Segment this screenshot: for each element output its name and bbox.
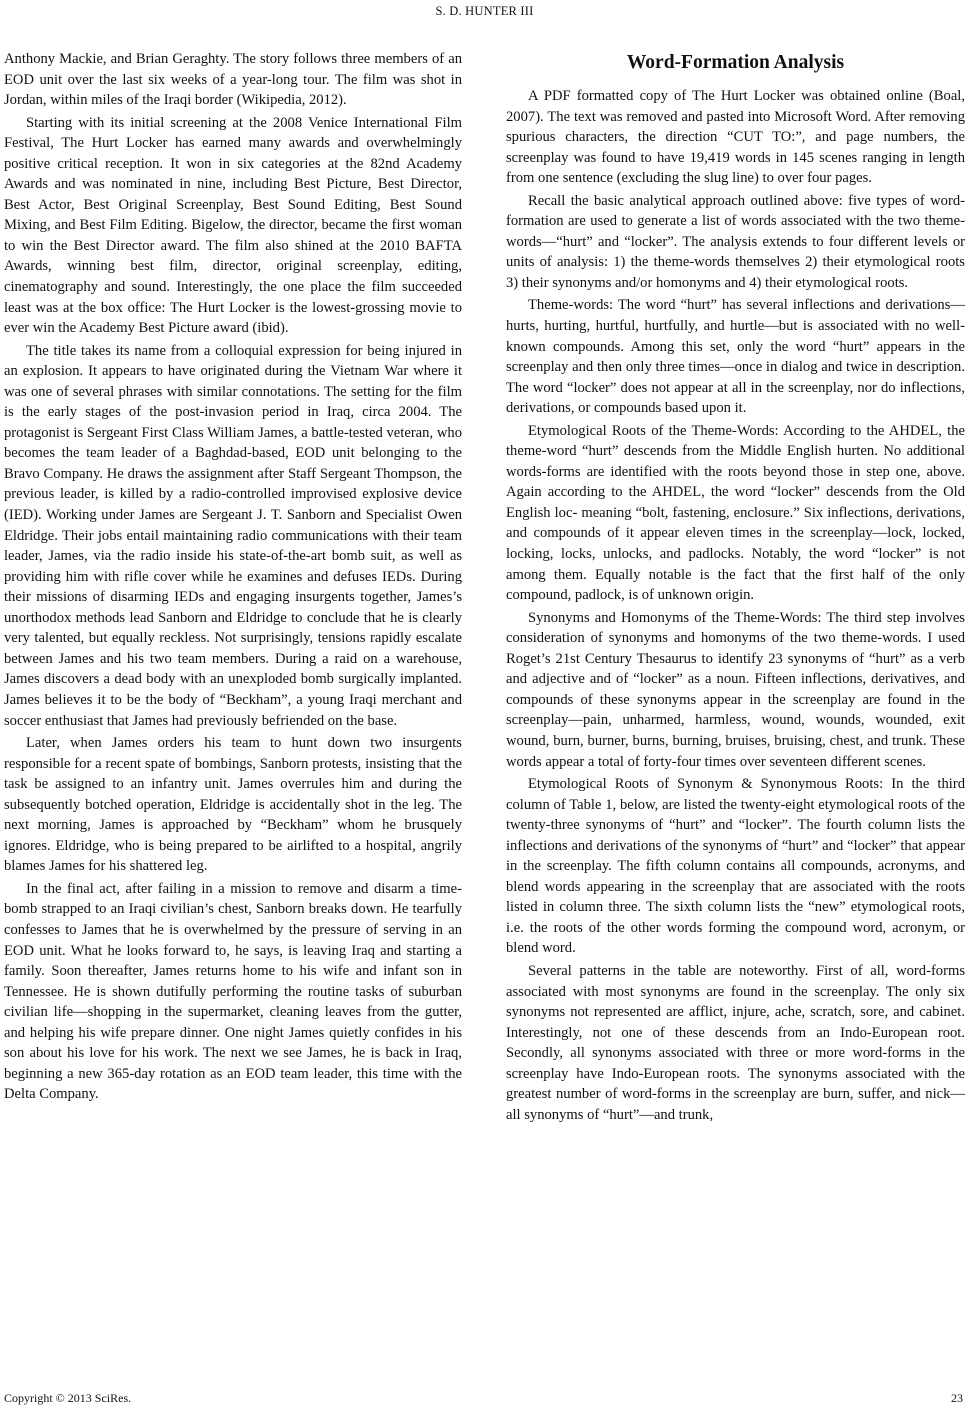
right-paragraph-1: A PDF formatted copy of The Hurt Locker was obtained online (Boal, 2007). The text was removed and pasted into Microsoft Word. After removing spurious characters, the direction “CUT TO:”, and page numbers, the screenplay was found to have 19,419 words in 145 scenes ranging in length from one sentence (excluding the slug line) to over four pages. [506, 88, 965, 187]
left-paragraph-2: Starting with its initial screening at the 2008 Venice International Film Festival, The Hurt Locker has earned many awards and overwhelmingly positive critical reception. It won in six categories at the 82nd Academy Awards and was nominated in nine, including Best Picture, Best Director, Best Actor, Best Original Screenplay, Best Sound Editing, Best Sound Mixing, and Best Film Editing. Bigelow, the director, became the first woman to win the Best Director award. The film also shined at the 2010 BAFTA Awards, winning best film, director, original screenplay, editing, cinematography and sound. Interestingly, the one place the film succeeded least was at the box office: The Hurt Locker is the lowest-grossing movie to ever win the Academy Best Picture award (ibid). [4, 114, 462, 337]
right-paragraph-7: Several patterns in the table are noteworthy. First of all, word-forms associated with most synonyms are found in the screenplay. The only six synonyms not represented are afflict, injure, ache, scratch, sore, and cabinet. Interestingly, not one of these descends from an Indo-European root. Secondly, all synonyms associated with three or more word-forms in the screenplay have Indo-European roots. The synonyms associated with the greatest number of word-forms in the screenplay are burn, suffer, and nick—all synonyms of “hurt”—and trunk, [506, 962, 965, 1123]
right-paragraph-5: Synonyms and Homonyms of the Theme-Words: The third step involves consideration of synonyms and homonyms of the two theme-words. I used Roget’s 21st Century Thesaurus to identify 23 synonyms of “hurt” as a verb and adjective and of “locker” as a noun. Fifteen inflections, derivatives, and compounds of these synonyms appear in the screenplay are found in the screenplay—pain, unharmed, harmless, wound, wounds, wounded, exit wound, burn, burner, burns, burning, bruises, bruising, chest, and trunk. These words appear a total of forty-four times over seventeen different scenes. [506, 609, 965, 770]
left-paragraph-3: The title takes its name from a colloquial expression for being injured in an explosion. It appears to have originated during the Vietnam War where it was one of several phrases with similar connotations. The setting for the film is the early stages of the post-invasion period in Iraq, circa 2004. The protagonist is Sergeant First Class William James, a battle-tested veteran, who becomes the team leader of a Baghdad-based, EOD unit belonging to the Bravo Company. He draws the assignment after Staff Sergeant Thompson, the previous leader, is killed by a radio-controlled improvised explosive device (IED). Working under James are Sergeant J. T. Sanborn and Specialist Owen Eldridge. Their jobs entail maintaining radio communications with their team leader, James, via the radio inside his state-of-the-art bomb suit, as well as providing him with rifle cover while he examines and defuses IEDs. During their missions of disarming IEDs and engaging insurgents together, James’s unorthodox methods lead Sanborn and Eldridge to conclude that he is clearly very talented, but equally reckless. Not surprisingly, tensions rapidly escalate between James and his two team members. During a raid on a warehouse, James discovers a dead body with an unexploded bomb surgically implanted. James believes it to be the body of “Beckham”, a young Iraqi merchant and soccer enthusiast that James had previously befriended on the base. [4, 342, 462, 729]
section-title: Word-Formation Analysis [626, 52, 845, 73]
left-paragraph-1: Anthony Mackie, and Brian Geraghty. The story follows three members of an EOD unit over the last six weeks of a year-long tour. The film was shot in Jordan, within miles of the Iraqi border (Wikipedia, 2012). [4, 51, 462, 109]
left-paragraph-4: Later, when James orders his team to hunt down two insurgents responsible for a recent spate of bombings, Sanborn protests, insisting that the task be assigned to an infantry unit. James overrules him and during the subsequently botched operation, Eldridge is accidentally shot in the leg. The next morning, James is approached by “Beckham” whom he brusquely ignores. Eldridge, who is being prepared to be airlifted to a hospital, angrily blames James for his shattered leg. [4, 735, 462, 875]
copyright-footer: Copyright © 2013 SciRes. [4, 1391, 132, 1405]
left-paragraph-5: In the final act, after failing in a mission to remove and disarm a time-bomb strapped to an Iraqi civilian’s chest, Sanborn breaks down. He tearfully confesses to James that he is overwhelmed by the pressure of serving in an EOD unit. What he looks forward to, he says, is leaving Iraq and starting a family. Soon thereafter, James returns home to his wife and infant son in Tennessee. He is shown dutifully performing the routine tasks of suburban civilian life—shopping in the supermarket, cleaning leaves from the gutter, and helping his wife prepare dinner. One night James quietly confides in his son about his love for his work. The next we see James, he is back in Iraq, beginning a new 365-day rotation as an EOD team leader, this time with the Delta Company. [4, 880, 462, 1103]
right-paragraph-4: Etymological Roots of the Theme-Words: According to the AHDEL, the theme-word “hurt” descends from the Middle English hurten. No additional words-forms are identified with the roots beyond those in step one, above. Again according to the AHDEL, the word “locker” descends from the Old English loc- meaning “bolt, fastening, enclosure.” Six inflections, derivations, and compounds of it appear eleven times in the screenplay—lock, locked, locking, locks, unlocks, and padlocks. Notably, the word “locker” is not among them. Equally notable is the fact that the first half of the only compound, padlock, is of unknown origin. [506, 422, 965, 604]
right-paragraph-3: Theme-words: The word “hurt” has several inflections and derivations—hurts, hurting, hurtful, hurtfully, and hurtle—but is associated with no well-known compounds. Among this set, only the word “hurt” appears in the screenplay and then only three times—once in dialog and twice in description. The word “locker” does not appear at all in the screenplay, nor do inflections, derivations, or compounds based upon it. [506, 297, 965, 417]
running-head: S. D. HUNTER III [435, 4, 534, 18]
right-paragraph-2: Recall the basic analytical approach outlined above: five types of word-formation are used to generate a list of words associated with the two theme-words—“hurt” and “locker”. The analysis extends to four different levels or units of analysis: 1) the theme-words themselves 2) their etymological roots 3) their synonyms and/or homonyms and 4) their etymological roots. [506, 192, 965, 291]
right-column [506, 50, 965, 1127]
left-column [4, 49, 462, 1107]
right-paragraph-6: Etymological Roots of Synonym & Synonymous Roots: In the third column of Table 1, below, are listed the twenty-eight etymological roots of the twenty-three synonyms of “hurt” and “locker”. The fourth column lists the inflections and derivations of the synonyms of “hurt” and “locker” that appear in the screenplay. The fifth column contains all compounds, acronyms, and blend words appearing in the screenplay that are associated with the roots listed in column three. The sixth column lists the “new” etymological roots, i.e. the roots of the other words forming the compound word, acronym, or blend word. [506, 776, 965, 957]
page-number: 23 [951, 1391, 963, 1405]
